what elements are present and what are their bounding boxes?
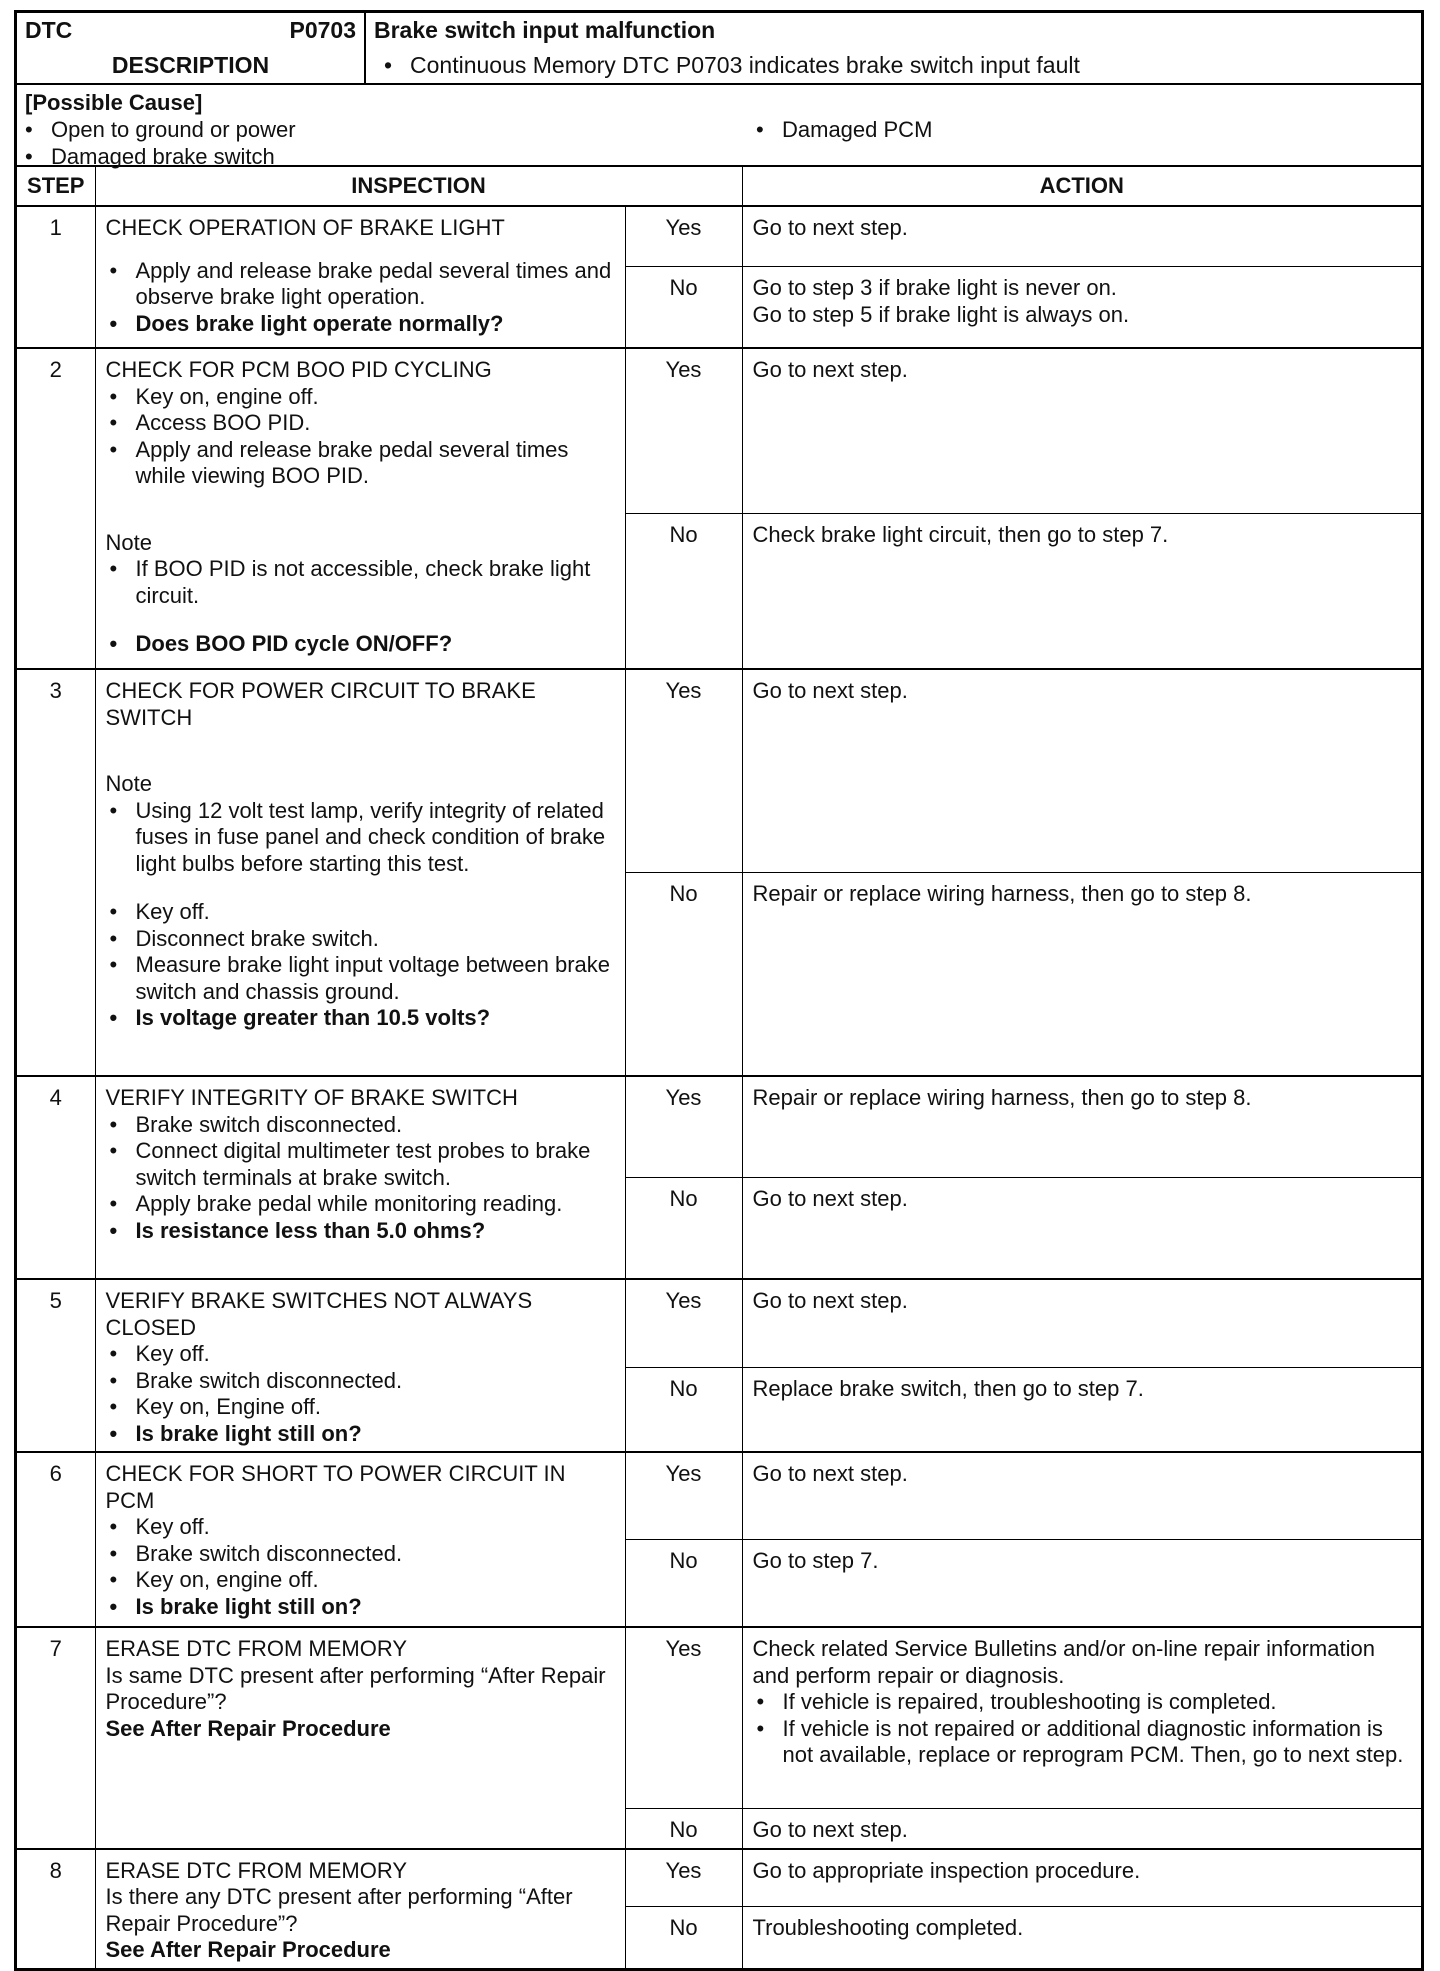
- dtc-label-cell: [17, 13, 366, 48]
- step-number: 2: [17, 348, 95, 669]
- table-header-row: [17, 167, 1421, 206]
- yes-action: Go to next step.: [742, 1452, 1421, 1540]
- step-number: 4: [17, 1076, 95, 1279]
- no-label: No: [625, 873, 742, 1077]
- note-label: Note: [105, 529, 152, 555]
- list-item: • Access BOO PID.: [106, 410, 615, 437]
- step-question: • Is brake light still on?: [106, 1421, 615, 1448]
- yes-label: Yes: [625, 1452, 742, 1540]
- yes-action: Go to appropriate inspection procedure.: [742, 1849, 1421, 1907]
- step-number: 6: [17, 1452, 95, 1627]
- step-title: CHECK FOR SHORT TO POWER CIRCUIT IN PCM: [105, 1461, 566, 1513]
- table-row: [17, 669, 1421, 873]
- dtc-label: DTC: [25, 17, 73, 43]
- table-row: [17, 1849, 1421, 1907]
- step-inspection: [95, 669, 625, 1076]
- list-item: • Damaged PCM: [752, 116, 932, 143]
- table-row: [17, 1076, 1421, 1178]
- dtc-table-frame: [14, 10, 1424, 1971]
- yes-action: Go to next step.: [742, 206, 1421, 267]
- step-inspection: [95, 1452, 625, 1627]
- step-number: 7: [17, 1627, 95, 1849]
- step-question: • Does brake light operate normally?: [106, 311, 615, 338]
- step-inspection: [95, 1279, 625, 1452]
- list-item: • Apply and release brake pedal several times while viewing BOO PID.: [106, 437, 615, 490]
- description-label: DESCRIPTION: [17, 48, 366, 83]
- list-item: • If vehicle is repaired, troubleshooting is completed.: [753, 1689, 1412, 1716]
- step-question: • Is voltage greater than 10.5 volts?: [106, 1005, 615, 1032]
- yes-label: Yes: [625, 1076, 742, 1178]
- list-item: • Apply brake pedal while monitoring reading.: [106, 1191, 615, 1218]
- possible-cause-left-list: [21, 116, 1413, 170]
- step-inspection: [95, 206, 625, 348]
- dtc-code: P0703: [289, 17, 356, 43]
- no-action: Go to next step.: [742, 1809, 1421, 1849]
- list-item: • Brake switch disconnected.: [106, 1112, 615, 1139]
- no-label: No: [625, 1809, 742, 1849]
- column-header-step: STEP: [17, 167, 95, 206]
- see-reference: See After Repair Procedure: [105, 1937, 391, 1962]
- yes-action: Repair or replace wiring harness, then go to step 8.: [742, 1076, 1421, 1178]
- step-text: Is there any DTC present after performing “After Repair Procedure”?: [105, 1884, 573, 1936]
- list-item: • Measure brake light input voltage between brake switch and chassis ground.: [106, 952, 615, 1005]
- no-label: No: [625, 1178, 742, 1280]
- list-item: • Brake switch disconnected.: [106, 1368, 615, 1395]
- yes-label: Yes: [625, 1627, 742, 1809]
- no-label: No: [625, 1540, 742, 1628]
- yes-action-text: Check related Service Bulletins and/or on-line repair information and perform repair or diagnosis.: [752, 1636, 1375, 1688]
- step-number: 3: [17, 669, 95, 1076]
- step-title: ERASE DTC FROM MEMORY: [105, 1857, 408, 1883]
- description-cell: [366, 48, 1421, 83]
- no-label: No: [625, 1906, 742, 1967]
- list-item: • Brake switch disconnected.: [106, 1541, 615, 1568]
- column-header-action: ACTION: [742, 167, 1421, 206]
- possible-cause-section: [17, 85, 1421, 167]
- no-label: No: [625, 267, 742, 349]
- step-title: CHECK FOR POWER CIRCUIT TO BRAKE SWITCH: [105, 678, 536, 730]
- list-item: • Open to ground or power: [21, 116, 1413, 143]
- see-reference: See After Repair Procedure: [105, 1715, 391, 1741]
- step-title: VERIFY INTEGRITY OF BRAKE SWITCH: [105, 1085, 518, 1110]
- dtc-title: Brake switch input malfunction: [374, 17, 716, 43]
- table-row: [17, 206, 1421, 267]
- yes-action: Go to next step.: [742, 669, 1421, 873]
- note-item: • Using 12 volt test lamp, verify integrity of related fuses in fuse panel and check condition of brake light bulbs before starting this test.: [106, 798, 615, 878]
- yes-label: Yes: [625, 1279, 742, 1368]
- no-action-line: Go to step 3 if brake light is never on.: [752, 275, 1117, 300]
- list-item: • Key off.: [106, 899, 615, 926]
- yes-action: [742, 1627, 1421, 1809]
- possible-cause-title: [Possible Cause]: [25, 90, 203, 115]
- step-number: 8: [17, 1849, 95, 1968]
- step-title: CHECK OPERATION OF BRAKE LIGHT: [105, 215, 505, 240]
- list-item: • Key on, Engine off.: [106, 1394, 615, 1421]
- possible-cause-right-list: [752, 116, 932, 143]
- list-item: • Key on, engine off.: [106, 384, 615, 411]
- step-question: • Is resistance less than 5.0 ohms?: [106, 1218, 615, 1245]
- description-text: • Continuous Memory DTC P0703 indicates brake switch input fault: [380, 52, 1413, 79]
- step-question: • Is brake light still on?: [106, 1594, 615, 1621]
- yes-action: Go to next step.: [742, 1279, 1421, 1368]
- no-action: Replace brake switch, then go to step 7.: [742, 1368, 1421, 1452]
- step-text: Is same DTC present after performing “After Repair Procedure”?: [105, 1662, 606, 1714]
- list-item: • Connect digital multimeter test probes to brake switch terminals at brake switch.: [106, 1138, 615, 1191]
- step-inspection: [95, 1627, 625, 1849]
- step-title: ERASE DTC FROM MEMORY: [105, 1636, 408, 1661]
- step-inspection: [95, 1849, 625, 1968]
- step-inspection: [95, 348, 625, 669]
- inspection-table: [17, 167, 1421, 1968]
- no-action: Go to next step.: [742, 1178, 1421, 1280]
- no-action: Troubleshooting completed.: [752, 1914, 1024, 1940]
- list-item: • If vehicle is not repaired or additional diagnostic information is not available, replace or reprogram PCM. Then, go to next step.: [753, 1716, 1412, 1769]
- step-title: CHECK FOR PCM BOO PID CYCLING: [105, 357, 492, 382]
- no-label: No: [625, 514, 742, 670]
- step-title: VERIFY BRAKE SWITCHES NOT ALWAYS CLOSED: [105, 1288, 533, 1340]
- table-row: [17, 1452, 1421, 1540]
- no-action: [742, 267, 1421, 349]
- list-item: • Damaged brake switch: [21, 143, 1413, 170]
- no-action: Check brake light circuit, then go to step 7.: [742, 514, 1421, 670]
- yes-label: Yes: [625, 206, 742, 267]
- no-action: Go to step 7.: [742, 1540, 1421, 1628]
- yes-label: Yes: [625, 669, 742, 873]
- column-header-inspection: INSPECTION: [95, 167, 742, 206]
- no-action: Repair or replace wiring harness, then go to step 8.: [742, 873, 1421, 1077]
- no-action-line: Go to step 5 if brake light is always on.: [752, 301, 1130, 327]
- step-number: 5: [17, 1279, 95, 1452]
- note-item: • If BOO PID is not accessible, check brake light circuit.: [106, 556, 615, 609]
- yes-label: Yes: [625, 1849, 742, 1907]
- yes-label: Yes: [625, 348, 742, 514]
- table-row: [17, 348, 1421, 514]
- step-number: 1: [17, 206, 95, 348]
- list-item: • Apply and release brake pedal several times and observe brake light operation.: [106, 258, 615, 311]
- step-question: • Does BOO PID cycle ON/OFF?: [106, 631, 615, 658]
- table-row: [17, 1279, 1421, 1368]
- yes-action: Go to next step.: [742, 348, 1421, 514]
- list-item: • Disconnect brake switch.: [106, 926, 615, 953]
- dtc-header: [17, 13, 1421, 85]
- step-inspection: [95, 1076, 625, 1279]
- list-item: • Key off.: [106, 1514, 615, 1541]
- no-label: No: [625, 1368, 742, 1452]
- table-row: [17, 1627, 1421, 1809]
- list-item: • Key off.: [106, 1341, 615, 1368]
- note-label: Note: [105, 771, 152, 796]
- list-item: • Key on, engine off.: [106, 1567, 615, 1594]
- dtc-procedure-page: [14, 10, 1424, 1971]
